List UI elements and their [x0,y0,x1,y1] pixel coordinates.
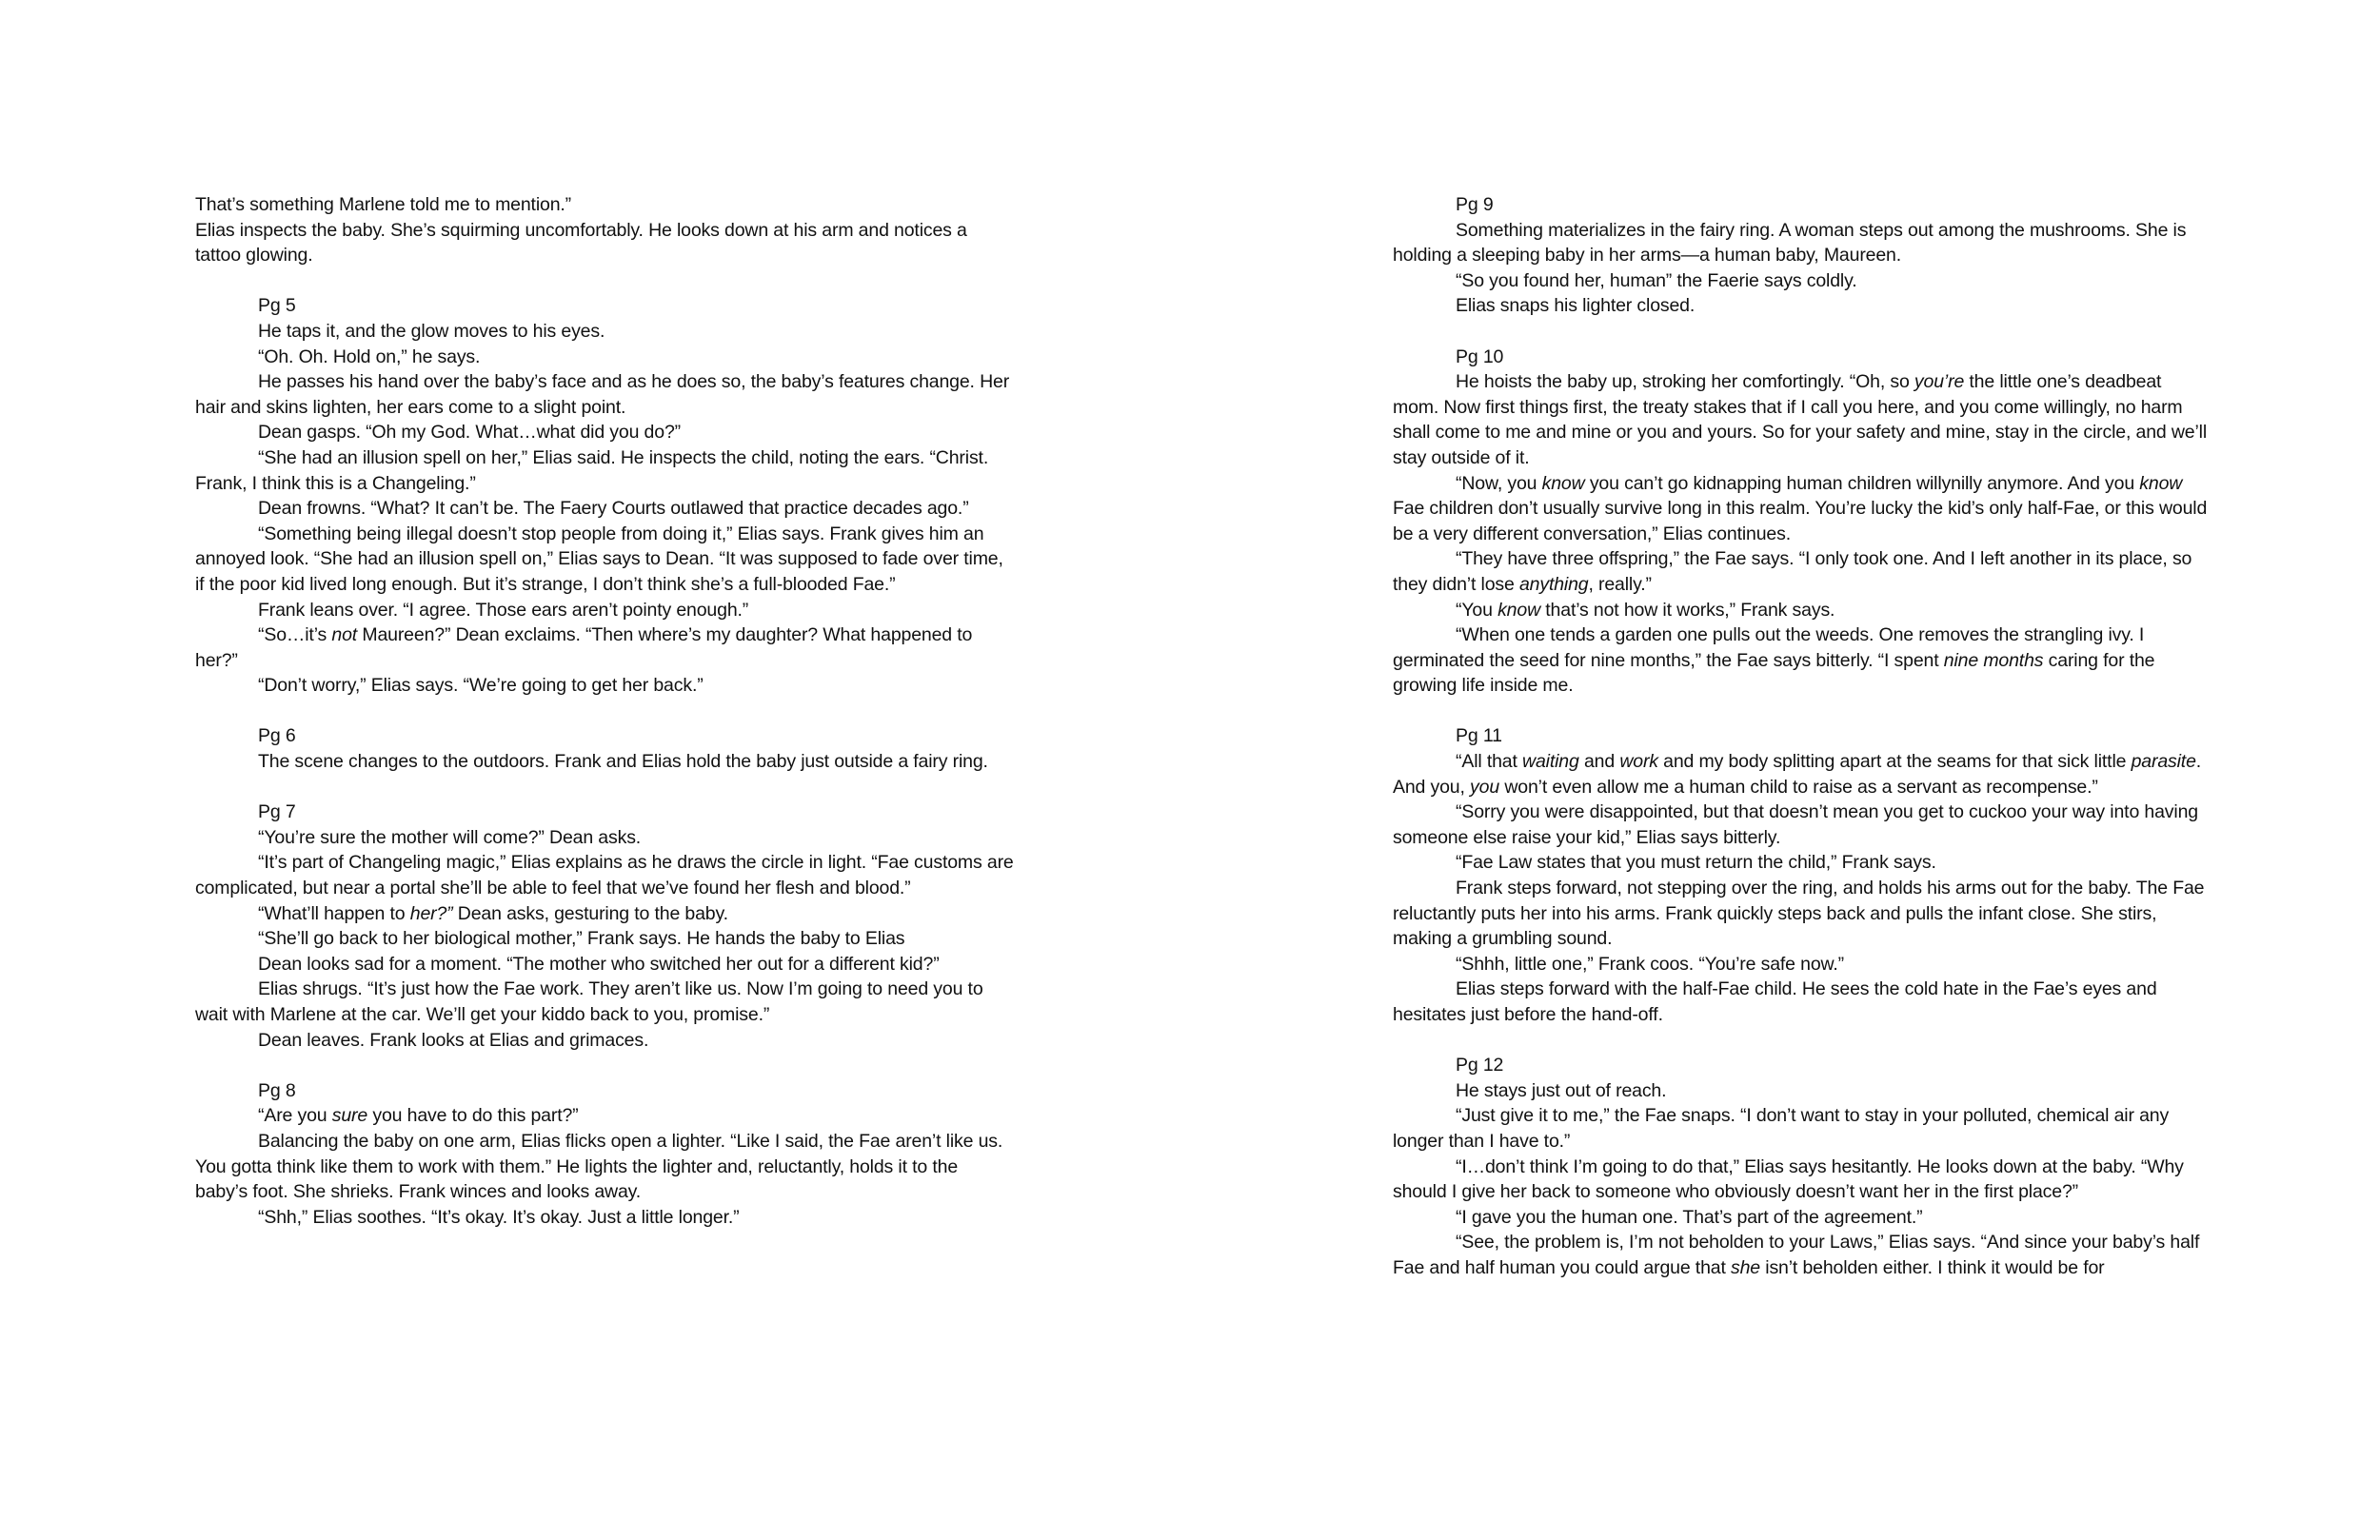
script-paragraph [1393,546,2211,597]
text-run: won’t even allow me a human child to raise as a servant as recompense.” [1499,776,2098,798]
text-run: Fae children don’t usually survive long in this realm. You’re lucky the kid’s only half-Fae, or this would be a very different conversation,” Elias continues. [1393,498,2208,544]
script-paragraph: Dean frowns. “What? It can’t be. The Faery Courts outlawed that practice decades ago.” [258,498,969,520]
text-run: you have to do this part?” [367,1105,579,1127]
script-paragraph: “I…don’t think I’m going to do that,” Elias says hesitantly. He looks down at the baby. “Why should I give her back to someone who obviously doesn’t want her in the first place?” [1393,1155,2184,1203]
script-paragraph: Elias steps forward with the half-Fae child. He sees the cold hate in the Fae’s eyes and hesitates just before the hand-off. [1393,978,2157,1025]
paragraph-gap [1393,1028,2211,1054]
text-run: , really.” [1588,573,1652,595]
script-paragraph: That’s something Marlene told me to mention.” [195,194,571,215]
page-number-heading: Pg 11 [1456,725,1502,747]
script-paragraph: “Fae Law states that you must return the child,” Frank says. [1456,852,1936,874]
page-number-heading: Pg 8 [258,1079,296,1101]
emphasized-text: sure [331,1105,368,1127]
text-run: “See, the problem is, I’m not beholden to your Laws,” Elias says. “And since your baby’s half Fae and half human you could argue that [1393,1232,2200,1278]
script-paragraph [195,1103,1014,1129]
text-run: and [1578,751,1620,773]
text-run: isn’t beholden either. I think it would be for [1760,1256,2105,1278]
script-paragraph: “Shhh, little one,” Frank coos. “You’re safe now.” [1456,953,1844,975]
emphasized-text: she [1731,1256,1760,1278]
text-run: . And you, [1393,751,2202,798]
script-paragraph [1393,1230,2211,1280]
page-number-heading: Pg 7 [258,801,296,823]
script-paragraph: Elias snaps his lighter closed. [1456,295,1696,317]
emphasized-text: not [331,624,358,646]
page-number-heading: Pg 10 [1456,346,1504,367]
emphasized-text: parasite [2131,751,2196,773]
page-number-heading: Pg 6 [258,725,296,747]
text-run: the little one’s deadbeat mom. Now first things first, the treaty stakes that if I call you here, and you come willingly, no harm shall come to me and mine or you and yours. So for your safety and mine, stay in the circle, and we’ll stay outside of it. [1393,371,2208,468]
script-paragraph: “Sorry you were disappointed, but that doesn’t mean you get to cuckoo your way into having someone else raise your kid,” Elias says bitterly. [1393,801,2198,848]
paragraph-gap [1393,319,2211,345]
text-run: “All that [1456,751,1523,773]
script-paragraph [195,622,1014,673]
emphasized-text: know [1541,472,1585,494]
text-run: “They have three offspring,” the Fae says. “I only took one. And I left another in its place, so they didn’t lose [1393,548,2192,595]
text-run: “Are you [258,1105,332,1127]
script-paragraph [1393,622,2211,699]
emphasized-text: know [2139,472,2183,494]
emphasized-text: you’re [1914,371,1965,393]
page-number-heading: Pg 12 [1456,1055,1504,1076]
text-run: “When one tends a garden one pulls out the weeds. One removes the strangling ivy. I germinated the seed for nine months,” the Fae says bitterly. “I spent [1393,624,2145,671]
right-page [1393,192,2211,1281]
script-paragraph: The scene changes to the outdoors. Frank and Elias hold the baby just outside a fairy ring. [258,751,988,773]
script-paragraph: He taps it, and the glow moves to his eyes. [258,320,605,342]
script-paragraph: He stays just out of reach. [1456,1079,1667,1101]
script-paragraph: Frank steps forward, not stepping over the ring, and holds his arms out for the baby. The Fae reluctantly puts her into his arms. Frank quickly steps back and pulls the infant close. She stirs, making a grumbling sound. [1393,878,2205,950]
script-paragraph: “Just give it to me,” the Fae snaps. “I don’t want to stay in your polluted, chemical air any longer than I have to.” [1393,1105,2170,1152]
script-paragraph: Dean looks sad for a moment. “The mother who switched her out for a different kid?” [258,953,940,975]
script-paragraph: “You’re sure the mother will come?” Dean asks. [258,826,642,848]
script-paragraph: “It’s part of Changeling magic,” Elias explains as he draws the circle in light. “Fae customs are complicated, but near a portal she’ll be able to feel that we’ve found her flesh and blood.” [195,852,1014,899]
paragraph-gap [195,1053,1014,1078]
script-paragraph: Dean leaves. Frank looks at Elias and grimaces. [258,1029,649,1051]
paragraph-gap [195,699,1014,724]
text-run: you can’t go kidnapping human children willynilly anymore. And you [1584,472,2140,494]
emphasized-text: waiting [1522,751,1579,773]
script-paragraph: “Something being illegal doesn’t stop people from doing it,” Elias says. Frank gives him an annoyed look. “She had an illusion spell on,” Elias says to Dean. “It was supposed to fade over time, if the poor kid lived long enough. But it’s strange, I don’t think she’s a full-blooded Fae.” [195,523,1003,595]
script-paragraph: Dean gasps. “Oh my God. What…what did you do?” [258,422,681,444]
script-paragraph [1393,598,2211,623]
page-number-heading: Pg 9 [1456,194,1494,215]
left-page [195,192,1014,1230]
paragraph-gap [1393,699,2211,724]
emphasized-text: work [1619,751,1658,773]
paragraph-gap [195,775,1014,800]
script-paragraph: “She’ll go back to her biological mother,” Frank says. He hands the baby to Elias [258,928,905,950]
text-run: caring for the growing life inside me. [1393,649,2155,697]
emphasized-text: anything [1518,573,1589,595]
emphasized-text: nine months [1943,649,2044,671]
script-paragraph: “She had an illusion spell on her,” Elias said. He inspects the child, noting the ears. “Christ. Frank, I think this is a Changeling.” [195,446,989,494]
script-paragraph [1393,749,2211,800]
emphasized-text: know [1497,599,1541,621]
paragraph-gap [195,268,1014,294]
text-run: and my body splitting apart at the seams for that sick little [1657,751,2132,773]
emphasized-text: you [1470,776,1500,798]
script-paragraph: “So you found her, human” the Faerie says coldly. [1456,269,1857,291]
script-paragraph: Frank leans over. “I agree. Those ears aren’t pointy enough.” [258,599,749,621]
script-paragraph: Something materializes in the fairy ring. A woman steps out among the mushrooms. She is holding a sleeping baby in her arms—a human baby, Maureen. [1393,219,2187,267]
script-paragraph: Elias shrugs. “It’s just how the Fae work. They aren’t like us. Now I’m going to need you to wait with Marlene at the car. We’ll get your kiddo back to you, promise.” [195,978,983,1025]
script-paragraph: “I gave you the human one. That’s part of the agreement.” [1456,1206,1923,1228]
script-paragraph [1393,369,2211,470]
text-run: that’s not how it works,” Frank says. [1540,599,1835,621]
script-paragraph [1393,471,2211,547]
text-run: He hoists the baby up, stroking her comfortingly. “Oh, so [1456,371,1914,393]
script-paragraph: Elias inspects the baby. She’s squirming uncomfortably. He looks down at his arm and notices a tattoo glowing. [195,219,967,267]
text-run: “Now, you [1456,472,1542,494]
text-run: “What’ll happen to [258,902,410,924]
text-run: Maureen?” Dean exclaims. “Then where’s my daughter? What happened to her?” [195,624,973,671]
text-run: “So…it’s [258,624,332,646]
script-paragraph: “Shh,” Elias soothes. “It’s okay. It’s okay. Just a little longer.” [258,1206,740,1228]
script-paragraph: “Don’t worry,” Elias says. “We’re going to get her back.” [258,675,704,697]
script-paragraph: “Oh. Oh. Hold on,” he says. [258,346,481,367]
page-number-heading: Pg 5 [258,295,296,317]
text-run: “You [1456,599,1498,621]
script-paragraph [195,901,1014,927]
emphasized-text: her?” [409,902,453,924]
script-paragraph: He passes his hand over the baby’s face and as he does so, the baby’s features change. Her hair and skins lighten, her ears come to a slight point. [195,371,1010,418]
script-paragraph: Balancing the baby on one arm, Elias flicks open a lighter. “Like I said, the Fae aren’t like us. You gotta think like them to work with them.” He lights the lighter and, reluctantly, holds it to the baby’s foot. She shrieks. Frank winces and looks away. [195,1130,1003,1203]
text-run: Dean asks, gesturing to the baby. [452,902,728,924]
